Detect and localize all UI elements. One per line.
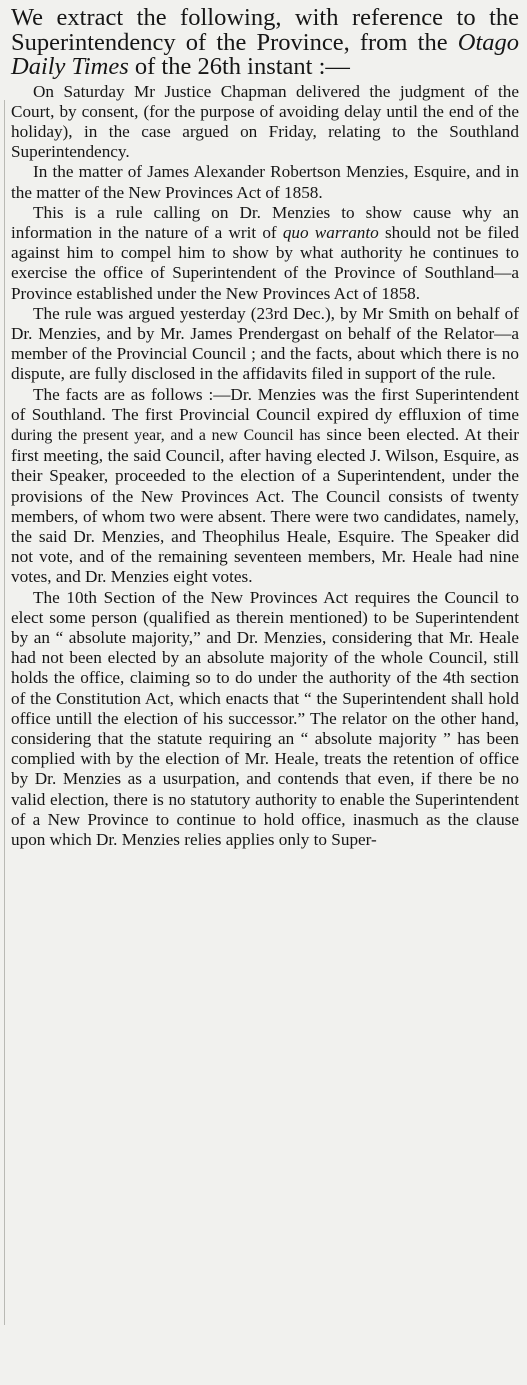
facts-text-end: since been elected. At their first meeting, the said Council, after having elected J. Wilson, Esquire, as their Speaker, proceeded to the election of a Superintendent, under the provisions of the New Provinces Act. The Council consists of twenty members, of whom two were absent. There were two candidates, namely, the said Dr. Menzies, and Theophilus Heale, Esquire. The Speaker did not vote, and of the remaining seventeen members, Mr. Heale had nine votes, and Dr. Menzies eight votes. [11,424,519,587]
column-rule [4,100,5,1325]
rule-text-end: should not be filed against him to compel him to show by what authority he continues to exercise the office of Superintendent of the Province of Southland—a Province established under the New Provinces Act of 1858. [11,222,519,303]
paragraph-tenth-section: The 10th Section of the New Provinces Act requires the Council to elect some person (qualified as therein mentioned) to be Superintendent by an “ absolute majority,” and Dr. Menzies, considering that Mr. Heale had not been elected by an absolute majority of the whole Council, still holds the office, claiming so to do under the authority of the 4th section of the Constitution Act, which enacts that “ the Superintendent shall hold office untill the election of his successor.” The relator on the other hand, considering that the statute requiring an “ absolute majority ” has been complied with by the election of Mr. Heale, treats the retention of office by Dr. Menzies as a usurpation, and contends that even, if there be no valid election, there is no statutory authority to enable the Superintendent of a New Province to continue to hold office, inasmuch as the clause upon which Dr. Menzies relies applies only to Super- [11,587,519,850]
lead-text: We extract the following, with reference to the Superintendency of the Province, from the [11,4,519,56]
lead-text-end: of the 26th instant :— [128,53,350,80]
paragraph-case-title: In the matter of James Alexander Robertson Menzies, Esquire, and in the matter of the New Provinces Act of 1858. [11,162,519,202]
facts-small-type: during the present year, and a new Council has [11,426,321,444]
paragraph-judgment: On Saturday Mr Justice Chapman delivered the judgment of the Court, by consent, (for the purpose of avoiding delay until the end of the holiday), in the case argued on Friday, relating to the Southland Superintendency. [11,81,519,162]
paragraph-argument: The rule was argued yesterday (23rd Dec.), by Mr Smith on behalf of Dr. Menzies, and by Mr. James Prendergast on behalf of the Relator—a member of the Provincial Council ; and the facts, about which there is no dispute, are fully disclosed in the affidavits filed in support of the rule. [11,303,519,384]
article-lead [11,6,519,80]
latin-term: quo warranto [282,222,379,242]
facts-text: The facts are as follows :—Dr. Menzies was the first Superintendent of Southland. The first Provincial Council expired dy effluxion of time [11,384,519,424]
rule-text: This is a rule calling on Dr. Menzies to show cause why an information in the nature of a writ of [11,202,519,242]
paragraph-facts [11,385,519,588]
paragraph-rule [11,203,519,304]
publication-name: Otago Daily Times [11,28,519,80]
